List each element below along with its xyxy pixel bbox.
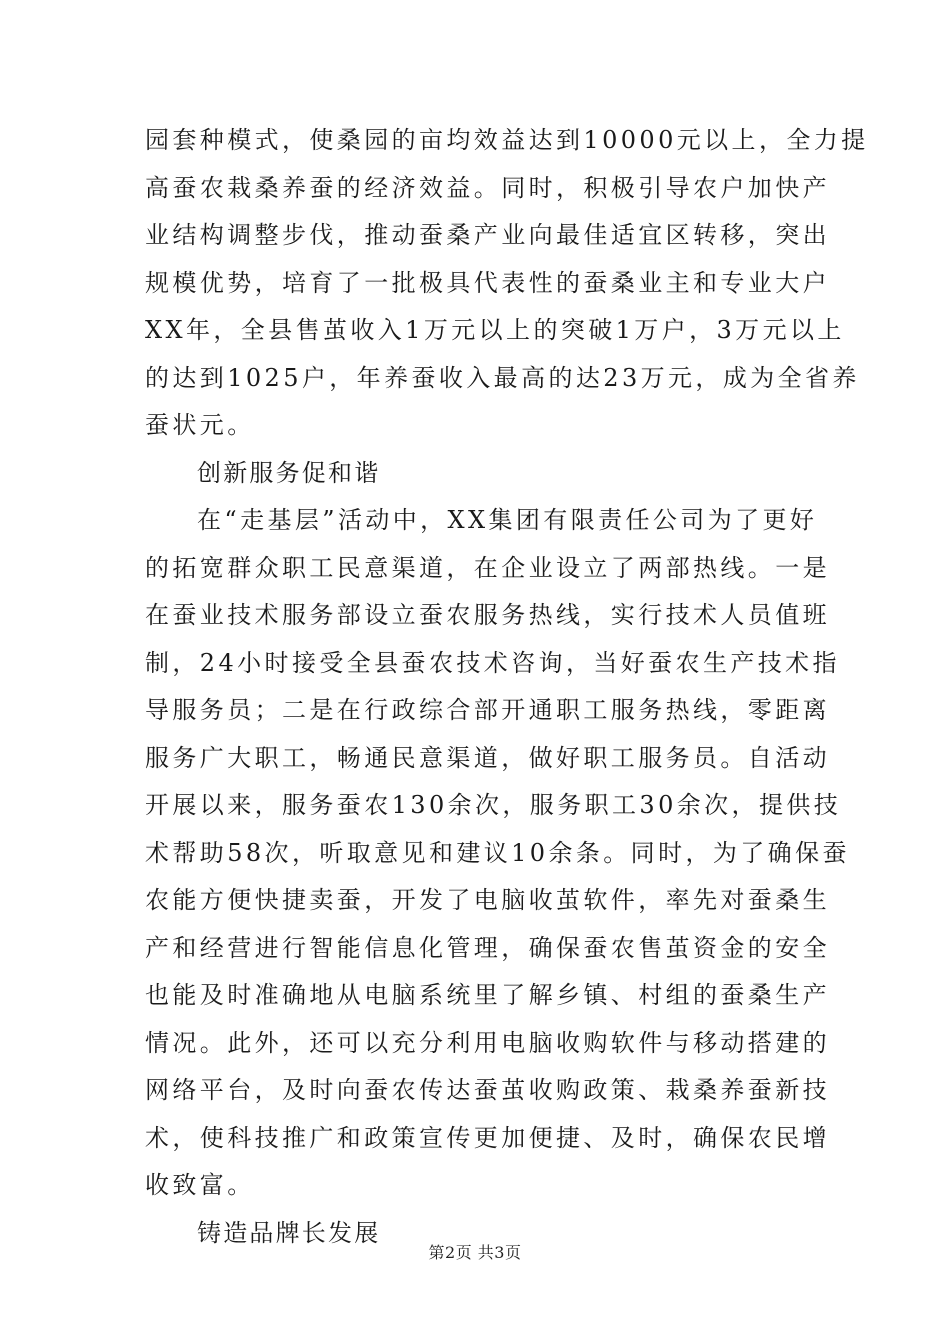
text-line: 农能方便快捷卖蚕，开发了电脑收茧软件，率先对蚕桑生: [145, 886, 830, 914]
text-line: XX年，全县售茧收入1万元以上的突破1万户，3万元以上: [145, 316, 845, 344]
text-line: 的达到1025户，年养蚕收入最高的达23万元，成为全省养: [145, 363, 860, 392]
text-line: 也能及时准确地从电脑系统里了解乡镇、村组的蚕桑生产: [145, 981, 830, 1009]
text-line: 蚕状元。: [145, 411, 255, 439]
text-line: 术帮助58次，听取意见和建议10余条。同时，为了确保蚕: [145, 838, 850, 867]
text-line: 高蚕农栽桑养蚕的经济效益。同时，积极引导农户加快产: [145, 173, 830, 202]
text-line: 网络平台，及时向蚕农传达蚕茧收购政策、栽桑养蚕新技: [145, 1076, 830, 1104]
text-line: 规模优势，培育了一批极具代表性的蚕桑业主和专业大户: [145, 268, 830, 297]
section-heading-brand-development: 铸造品牌长发展: [197, 1218, 381, 1247]
page-number-footer: 第2页 共3页: [428, 1243, 522, 1262]
text-line: 的拓宽群众职工民意渠道，在企业设立了两部热线。一是: [145, 553, 830, 582]
text-line: 在“走基层”活动中，XX集团有限责任公司为了更好: [197, 506, 818, 534]
paragraph-service-hotlines: [145, 497, 850, 1210]
text-line: 园套种模式，使桑园的亩均效益达到10000元以上，全力提: [145, 126, 869, 154]
text-line: 收致富。: [145, 1171, 255, 1199]
text-line: 业结构调整步伐，推动蚕桑产业向最佳适宜区转移，突出: [145, 221, 830, 249]
text-line: 术，使科技推广和政策宣传更加便捷、及时，确保农民增: [145, 1123, 830, 1152]
text-line: 情况。此外，还可以充分利用电脑收购软件与移动搭建的: [145, 1028, 830, 1057]
section-heading-innovation-service: 创新服务促和谐: [197, 458, 381, 487]
text-line: 开展以来，服务蚕农130余次，服务职工30余次，提供技: [145, 791, 842, 819]
paragraph-sericulture-benefits: [145, 117, 869, 450]
text-line: 服务广大职工，畅通民意渠道，做好职工服务员。自活动: [145, 743, 830, 772]
document-body: [145, 117, 869, 1257]
text-line: 导服务员；二是在行政综合部开通职工服务热线，零距离: [145, 696, 830, 724]
text-line: 制，24小时接受全县蚕农技术咨询，当好蚕农生产技术指: [145, 648, 840, 677]
text-line: 在蚕业技术服务部设立蚕农服务热线，实行技术人员值班: [145, 601, 830, 629]
text-line: 产和经营进行智能信息化管理，确保蚕农售茧资金的安全: [145, 933, 830, 962]
